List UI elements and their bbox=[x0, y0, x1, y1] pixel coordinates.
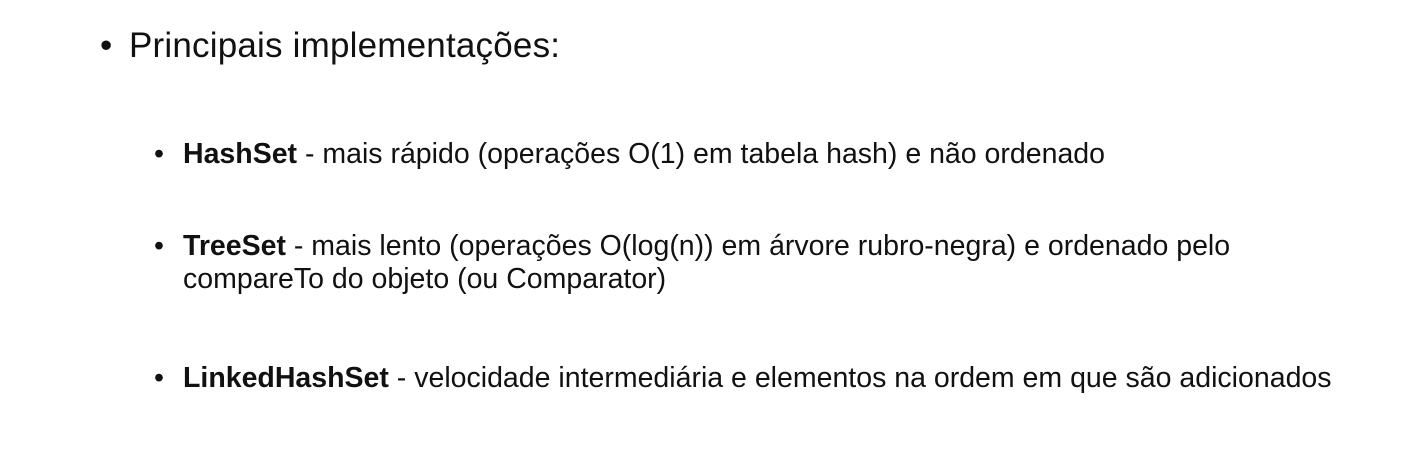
list-item-treeset bbox=[154, 230, 1354, 296]
list-item-content bbox=[183, 362, 1354, 395]
term-hashset: HashSet bbox=[183, 138, 298, 170]
bullet-icon: • bbox=[154, 230, 164, 262]
heading-text: Principais implementações: bbox=[129, 26, 561, 65]
list-item-content bbox=[183, 138, 1354, 171]
list-item-linkedhashset bbox=[154, 362, 1354, 395]
heading-bullet-item bbox=[100, 22, 560, 70]
description-hashset: - mais rápido (operações O(1) em tabela hash) e não ordenado bbox=[297, 138, 1105, 170]
term-linkedhashset: LinkedHashSet bbox=[183, 362, 389, 394]
term-treeset: TreeSet bbox=[183, 230, 286, 262]
list-item-content bbox=[183, 230, 1354, 296]
bullet-icon: • bbox=[154, 138, 164, 170]
bullet-icon: • bbox=[154, 362, 164, 394]
description-linkedhashset: - velocidade intermediária e elementos na ordem em que são adicionados bbox=[388, 362, 1332, 394]
description-treeset: - mais lento (operações O(log(n)) em árvore rubro-negra) e ordenado pelo compareTo do objeto (ou Comparator) bbox=[183, 230, 1231, 295]
list-item-hashset bbox=[154, 138, 1354, 171]
bullet-icon: • bbox=[100, 26, 113, 65]
